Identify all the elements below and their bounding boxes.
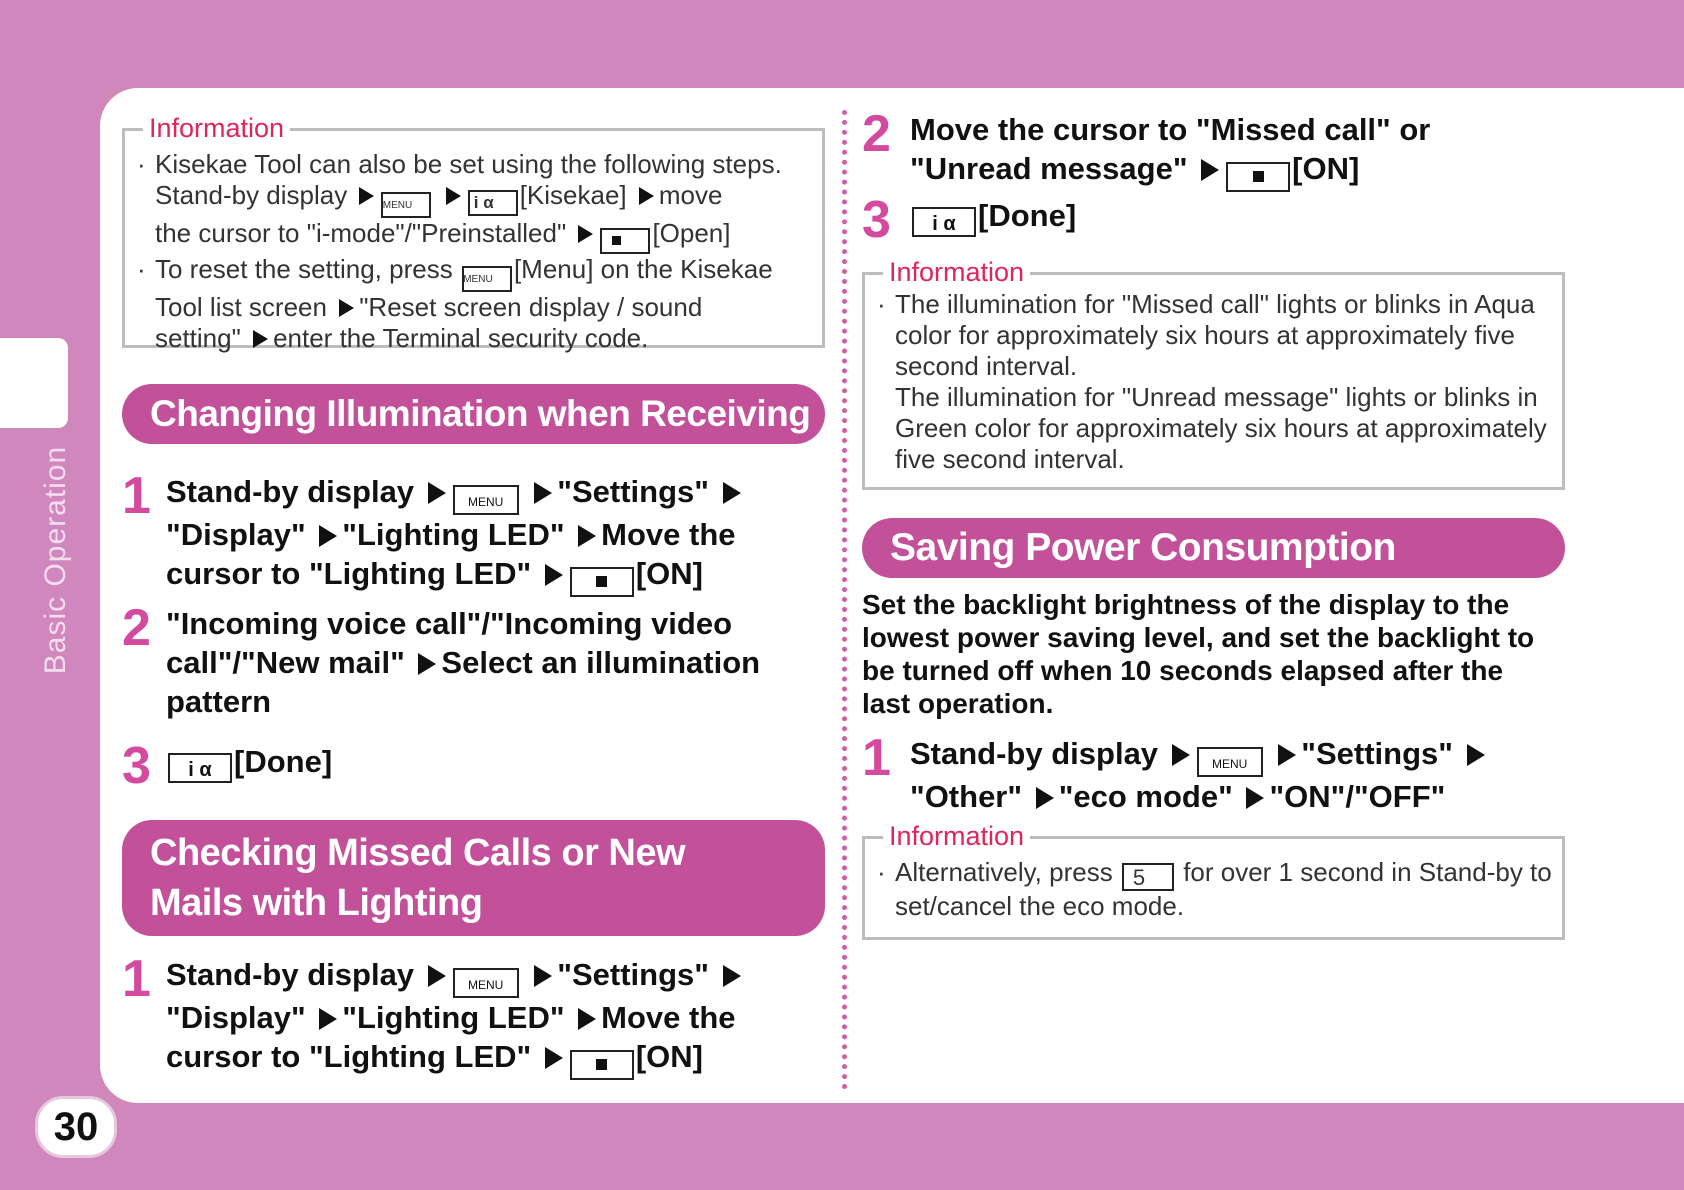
step-text: Stand-by display MENU "Settings" "Other" "eco mode" "ON"/"OFF" bbox=[910, 734, 1650, 816]
arrow-icon bbox=[319, 1008, 337, 1030]
center-key-icon bbox=[1226, 162, 1290, 192]
info-line: · Kisekae Tool can also be set using the following steps. bbox=[137, 149, 782, 179]
menu-key-icon: MENU bbox=[381, 192, 431, 218]
arrow-icon bbox=[723, 482, 741, 504]
arrow-icon bbox=[723, 965, 741, 987]
step-text: i α [Done] bbox=[166, 742, 332, 783]
step-number: 3 bbox=[122, 737, 151, 795]
step-number: 1 bbox=[862, 729, 891, 787]
arrow-icon bbox=[1172, 744, 1190, 766]
arrow-icon bbox=[359, 187, 374, 205]
step-text: i α [Done] bbox=[910, 196, 1076, 237]
info-line: five second interval. bbox=[895, 444, 1125, 474]
center-key-icon bbox=[570, 567, 634, 597]
arrow-icon bbox=[1278, 744, 1296, 766]
arrow-icon bbox=[1246, 787, 1264, 809]
i-alpha-key-icon: i α bbox=[912, 207, 976, 237]
arrow-icon bbox=[534, 965, 552, 987]
info-title: Information bbox=[143, 111, 290, 145]
menu-key-icon: MENU bbox=[462, 266, 512, 292]
menu-key-icon: MENU bbox=[453, 485, 519, 515]
step-number: 2 bbox=[122, 599, 151, 657]
info-line: Tool list screen "Reset screen display / sound bbox=[155, 292, 703, 322]
info-line: · The illumination for "Missed call" lights or blinks in Aqua bbox=[877, 289, 1535, 319]
top-band bbox=[0, 0, 1684, 88]
step-number: 1 bbox=[122, 467, 151, 525]
info-line: Green color for approximately six hours at approximately bbox=[895, 413, 1547, 443]
section-heading-missed-calls: Checking Missed Calls or New Mails with Lighting bbox=[122, 820, 825, 936]
arrow-icon bbox=[1201, 159, 1219, 181]
info-line: second interval. bbox=[895, 351, 1078, 381]
arrow-icon bbox=[578, 525, 596, 547]
step-number: 3 bbox=[862, 191, 891, 249]
arrow-icon bbox=[1036, 787, 1054, 809]
arrow-icon bbox=[446, 187, 461, 205]
info-line: Stand-by display MENU i α [Kisekae] move bbox=[137, 180, 827, 218]
arrow-icon bbox=[428, 482, 446, 504]
info-line: set/cancel the eco mode. bbox=[895, 891, 1185, 921]
info-box-illumination bbox=[862, 257, 1565, 490]
info-line: The illumination for "Unread message" lights or blinks in bbox=[895, 382, 1538, 412]
info-title: Information bbox=[883, 819, 1030, 853]
arrow-icon bbox=[1467, 744, 1485, 766]
arrow-icon bbox=[319, 525, 337, 547]
side-tab bbox=[0, 338, 68, 428]
step-text: Stand-by display MENU "Settings" "Display" "Lighting LED" Move the cursor to "Lighting LED" [ON] bbox=[166, 955, 836, 1080]
arrow-icon bbox=[339, 299, 354, 317]
info-line: setting" enter the Terminal security code. bbox=[155, 323, 649, 353]
step-text: Stand-by display MENU "Settings" "Display" "Lighting LED" Move the cursor to "Lighting LED" [ON] bbox=[166, 472, 836, 597]
info-title: Information bbox=[883, 255, 1030, 289]
step-number: 1 bbox=[122, 950, 151, 1008]
section-side-label: Basic Operation bbox=[39, 445, 72, 675]
arrow-icon bbox=[545, 1047, 563, 1069]
info-box-eco-mode bbox=[862, 821, 1565, 940]
step-text: "Incoming voice call"/"Incoming video call"/"New mail" Select an illumination pattern bbox=[166, 606, 761, 719]
arrow-icon bbox=[545, 564, 563, 586]
arrow-icon bbox=[578, 1008, 596, 1030]
i-alpha-key-icon: i α bbox=[168, 753, 232, 783]
info-box-kisekae bbox=[122, 113, 825, 353]
info-line: the cursor to "i-mode"/"Preinstalled" [Open] bbox=[137, 218, 827, 254]
arrow-icon bbox=[534, 482, 552, 504]
info-line: · To reset the setting, press MENU [Menu] on the Kisekae bbox=[137, 254, 827, 292]
menu-key-icon: MENU bbox=[453, 968, 519, 998]
step-number: 2 bbox=[862, 105, 891, 163]
arrow-icon bbox=[428, 965, 446, 987]
description-paragraph: Set the backlight brightness of the display to the lowest power saving level, and set the backlight to be turned off when 10 seconds elapsed after the last operation. bbox=[862, 589, 1535, 719]
page-number: 30 bbox=[35, 1096, 117, 1158]
i-alpha-key-icon: i α bbox=[468, 190, 518, 216]
menu-key-icon: MENU bbox=[1197, 747, 1263, 777]
key-5-icon: 5 bbox=[1122, 863, 1174, 891]
center-key-icon bbox=[600, 228, 650, 254]
arrow-icon bbox=[578, 225, 593, 243]
section-heading-saving-power: Saving Power Consumption bbox=[862, 518, 1565, 578]
info-line: color for approximately six hours at approximately five bbox=[895, 320, 1515, 350]
arrow-icon bbox=[639, 187, 654, 205]
arrow-icon bbox=[253, 330, 268, 348]
bottom-band bbox=[0, 1103, 1684, 1190]
section-heading-illumination: Changing Illumination when Receiving bbox=[122, 384, 825, 444]
step-text: Move the cursor to "Missed call" or "Unread message" [ON] bbox=[910, 110, 1650, 192]
center-key-icon bbox=[570, 1050, 634, 1080]
arrow-icon bbox=[418, 653, 436, 675]
column-divider bbox=[842, 110, 847, 1090]
info-line: · Alternatively, press 5 for over 1 second in Stand-by to bbox=[877, 857, 1552, 890]
